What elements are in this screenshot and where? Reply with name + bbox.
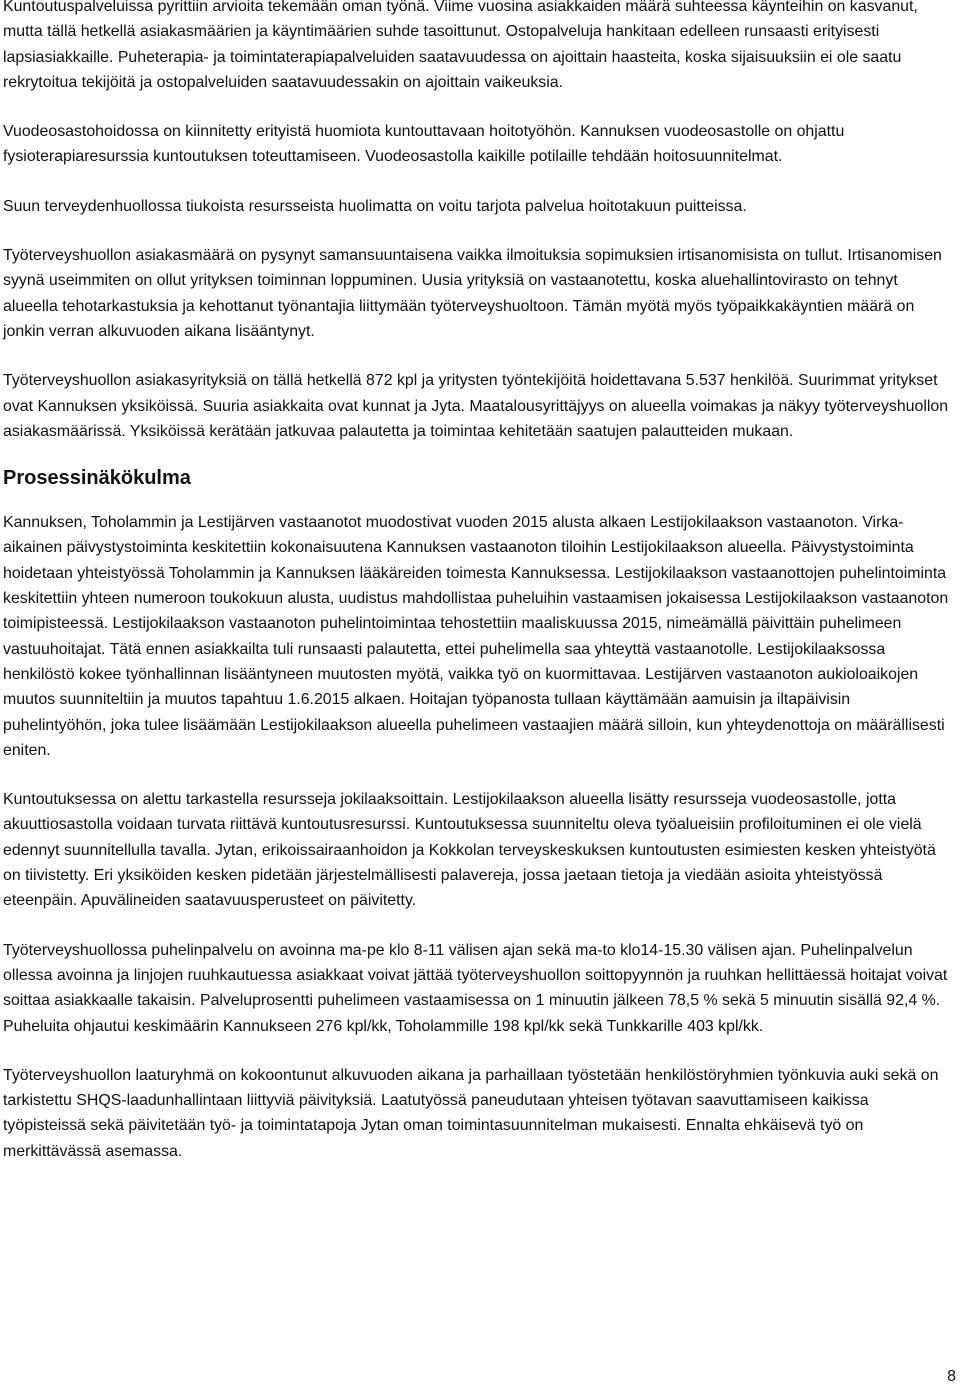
paragraph-lestijokilaakso-vastaanotto: Kannuksen, Toholammin ja Lestijärven vastaanotot muodostivat vuoden 2015 alusta alkaen Lestijokilaakson vastaanoton. Virka-aikainen päivystystoiminta keskitettiin kokonaisuutena Kannuksen vastaanoton tiloihin Lestijokilaakson alueella. Päivystystoiminta hoidetaan yhteistyössä Toholammin ja Kannuksen lääkäreiden toimesta Kannuksessa. Lestijokilaakson vastaanottojen puhelintoiminta keskitettiin yhteen numeroon toukokuun alusta, uudistus mahdollistaa puheluihin vastaamisen jokaisessa Lestijokilaakson vastaanoton toimipisteessä. Lestijokilaakson vastaanoton puhelintoimintaa tehostettiin maaliskuussa 2015, nimeämällä päivittäin puhelimeen vastuuhoitajat. Tätä ennen asiakkailta tuli runsaasti palautetta, ettei puhelimella saa yhteyttä vastaanotolle. Lestijokilaaksossa henkilöstö kokee työnhallinnan lisääntyneen muutosten myötä, vaikka työ on kuormittavaa. Lestijärven vastaanoton aukioloaikojen muutos suunniteltiin ja muutos tapahtuu 1.6.2015 alkaen. Hoitajan työpanosta tullaan käyttämään aamuisin ja iltapäivisin puhelintyöhön, joka tulee lisäämään Lestijokilaakson alueella puhelimeen vastaajien määrä silloin, kun yhteydenottoja on määrällisesti eniten. [3,514,949,759]
paragraph-puhelinpalvelu: Työterveyshuollossa puhelinpalvelu on avoinna ma-pe klo 8-11 välisen ajan sekä ma-to klo14-15.30 välisen ajan. Puhelinpalvelun ollessa avoinna ja linjojen ruuhkautuessa asiakkaat voivat jättää työterveyshuollon soittopyynnön ja ruuhkan hellittäessä hoitajat voivat soittaa asiakkaalle takaisin. Palveluprosentti puhelimeen vastaamisessa on 1 minuutin jälkeen 78,5 % sekä 5 minuutin sisällä 92,4 %. Puheluita ohjautui keskimäärin Kannukseen 276 kpl/kk, Toholammille 198 kpl/kk sekä Tunkkarille 403 kpl/kk. [3,941,948,1035]
paragraph-suun-terveydenhuolto: Suun terveydenhuollossa tiukoista resursseista huolimatta on voitu tarjota palvelua hoitotakuun puitteissa. [3,197,747,215]
page-number: 8 [947,1368,956,1385]
section-heading: Prosessinäkökulma [3,467,191,490]
paragraph-kuntoutus-resurssit: Kuntoutuksessa on alettu tarkastella resursseja jokilaaksoittain. Lestijokilaakson alueella lisätty resursseja vuodeosastolle, jotta akuuttiosastolla voidaan turvata riittävä kuntoutusresurssi. Kuntoutuksessa suunniteltu oleva työalueisiin profiloituminen ei ole vielä edennyt suunnitellulla tavalla. Jytan, erikoissairaanhoidon ja Kokkolan terveyskeskuksen kuntoutusten esimiesten kesken yhteistyötä on tiivistetty. Eri yksiköiden kesken pidetään järjestelmällisesti palavereja, jossa jaetaan tietoja ja viedään asioita yhteistyössä eteenpäin. Apuvälineiden saatavuusperusteet on päivitetty. [3,791,936,910]
paragraph-tyoterveyshuolto-asiakasyritykset: Työterveyshuollon asiakasyrityksiä on tällä hetkellä 872 kpl ja yritysten työntekijöitä hoidettavana 5.537 henkilöä. Suurimmat yritykset ovat Kannuksen yksiköissä. Suuria asiakkaita ovat kunnat ja Jyta. Maatalousyrittäjyys on alueella voimakas ja näkyy työterveyshuollon asiakasmäärissä. Yksiköissä kerätään jatkuvaa palautetta ja toimintaa kehitetään saatujen palautteiden mukaan. [3,372,949,440]
paragraph-tyoterveyshuolto-asiakasmaara: Työterveyshuollon asiakasmäärä on pysynyt samansuuntaisena vaikka ilmoituksia sopimuksien irtisanomisista on tullut. Irtisanomisen syynä useimmiten on ollut yrityksen toiminnan loppuminen. Uusia yrityksiä on vastaanotettu, koska aluehallintovirasto on tehnyt alueella tehotarkastuksia ja kehottanut työnantajia liittymään työterveyshuoltoon. Tämän myötä myös työpaikkakäyntien määrä on jonkin verran alkuvuoden aikana lisääntynyt. [3,247,942,340]
paragraph-vuodeosasto: Vuodeosastohoidossa on kiinnitetty erityistä huomiota kuntouttavaan hoitotyöhön. Kannuksen vuodeosastolle on ohjattu fysioterapiaresurssia kuntoutuksen toteuttamiseen. Vuodeosastolla kaikille potilaille tehdään hoitosuunnitelmat. [3,123,845,166]
paragraph-kuntoutuspalvelut: Kuntoutuspalveluissa pyrittiin arvioita tekemään oman työnä. Viime vuosina asiakkaiden määrä suhteessa käynteihin on kasvanut, mutta tällä hetkellä asiakasmäärien ja käyntimäärien suhde tasoittunut. Ostopalveluja hankitaan edelleen runsaasti erityisesti lapsiasiakkaille. Puheterapia- ja toimintaterapiapalveluiden saatavuudessa on ajoittain haasteita, koska sijaisuuksiin ei ole saatu rekrytoitua tekijöitä ja ostopalveluiden saatavuudessakin on ajoittain vaikeuksia. [3,0,918,91]
paragraph-laaturyhma: Työterveyshuollon laaturyhmä on kokoontunut alkuvuoden aikana ja parhaillaan työstetään henkilöstöryhmien työnkuvia auki sekä on tarkistettu SHQS-laadunhallintaan liittyviä päivityksiä. Laatutyössä paneudutaan yhteisen työtavan saavuttamiseen kaikissa työpisteissä sekä päivitetään työ- ja toimintatapoja Jytan oman toimintasuunnitelman mukaisesti. Ennalta ehkäisevä työ on merkittävässä asemassa. [3,1066,939,1160]
